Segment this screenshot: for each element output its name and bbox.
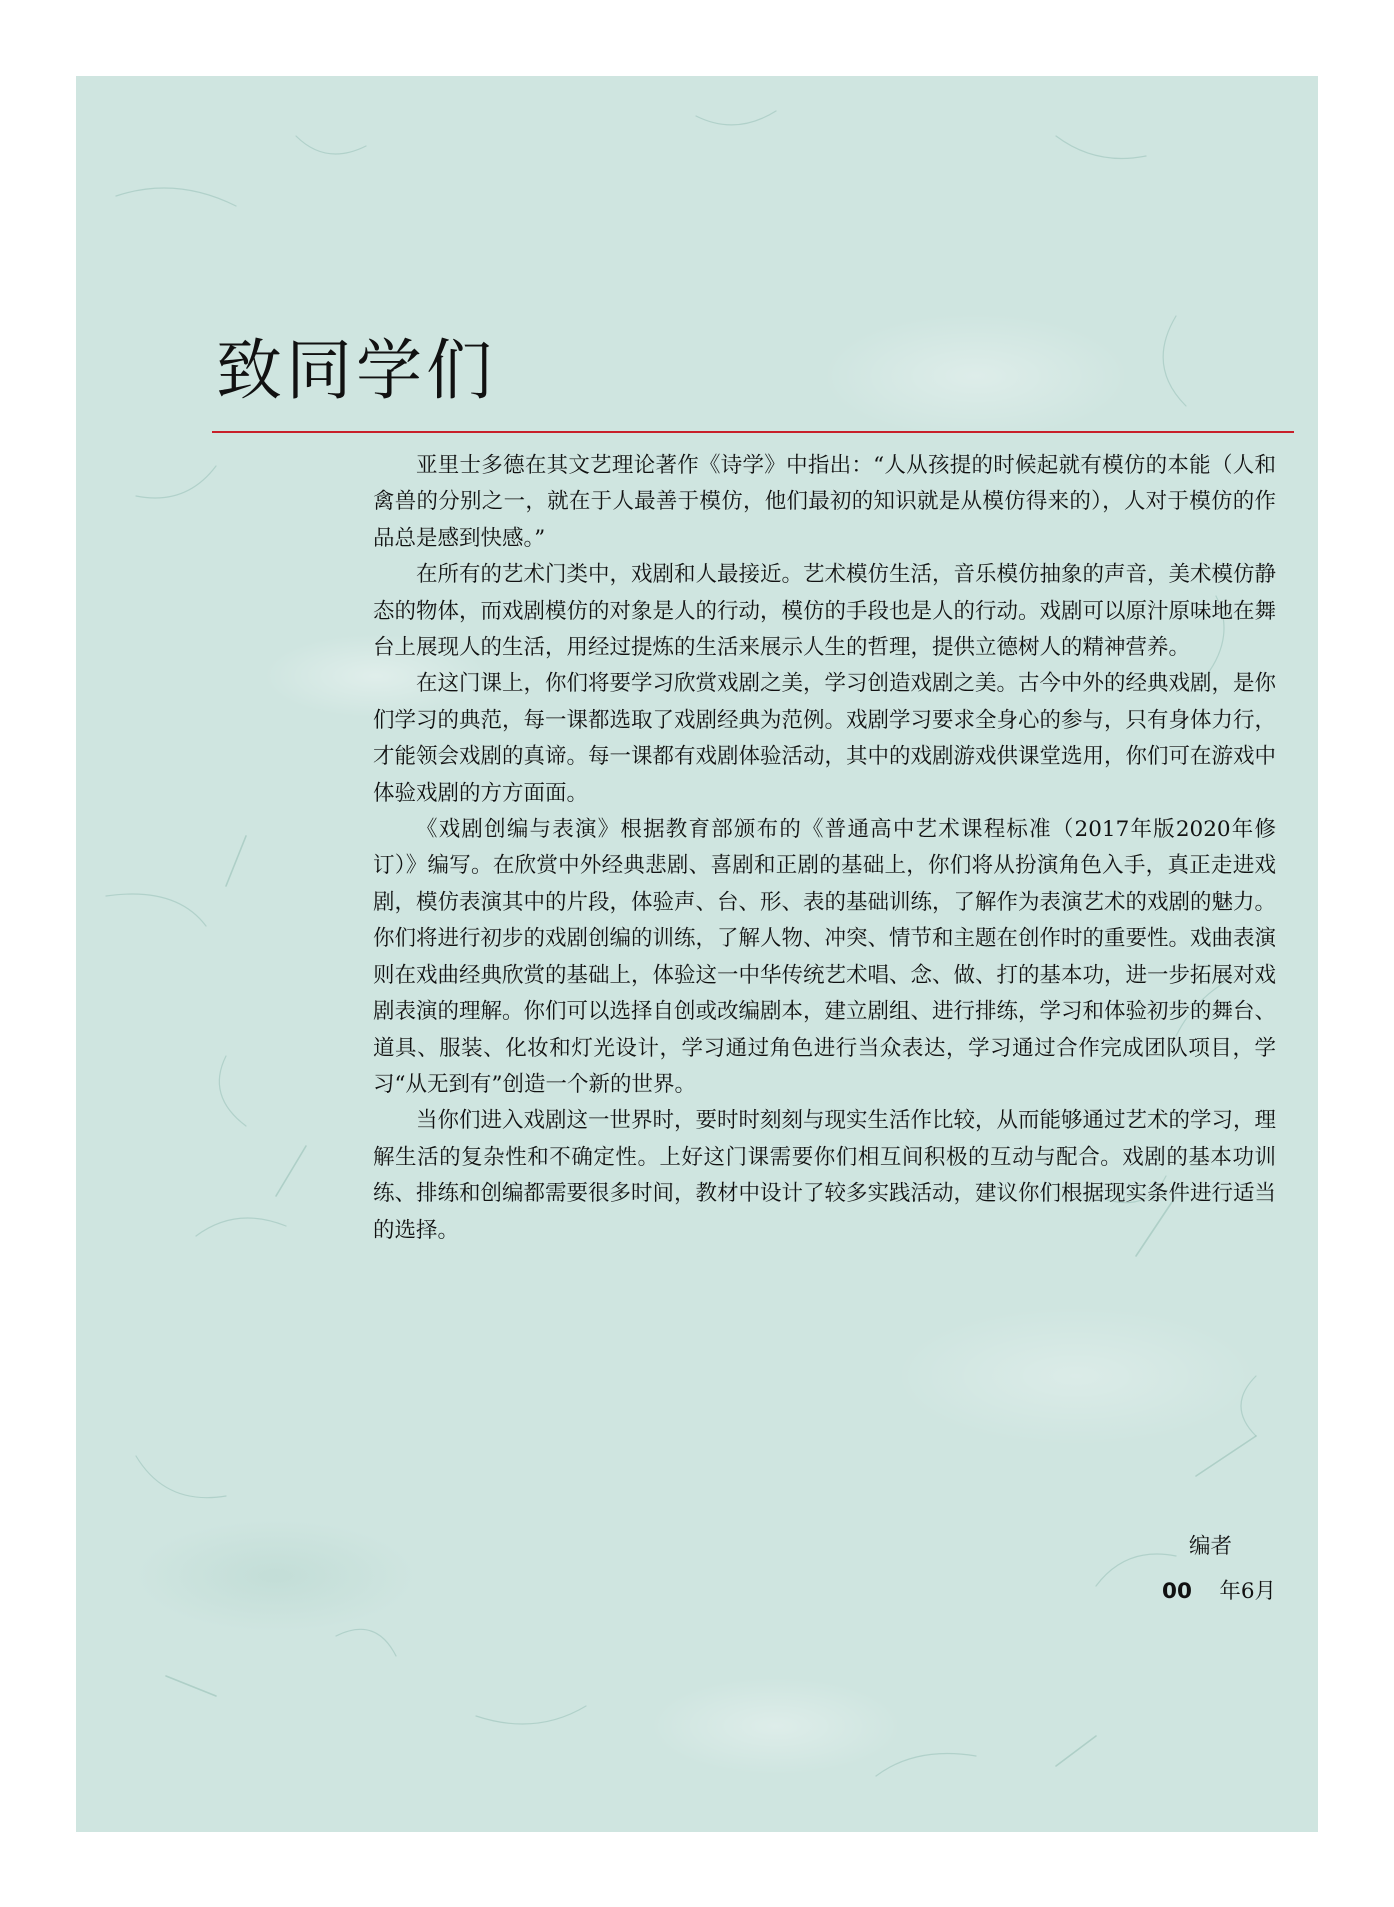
signature-date bbox=[976, 1569, 1276, 1614]
page-title: 致同学们 bbox=[216, 332, 496, 409]
body-text bbox=[373, 448, 1276, 1249]
paragraph: 在这门课上，你们将要学习欣赏戏剧之美，学习创造戏剧之美。古今中外的经典戏剧，是你们学习的典范，每一课都选取了戏剧经典为范例。戏剧学习要求全身心的参与，只有身体力行，才能领会戏剧的真谛。每一课都有戏剧体验活动，其中的戏剧游戏供课堂选用，你们可在游戏中体验戏剧的方方面面。 bbox=[373, 671, 1277, 806]
title-underline bbox=[212, 431, 1294, 433]
signature-author: 编者 bbox=[1188, 1534, 1232, 1559]
page-paper bbox=[76, 76, 1318, 1832]
paragraph: 《戏剧创编与表演》根据教育部颁布的《普通高中艺术课程标准（2017年版2020年修订）》编写。在欣赏中外经典悲剧、喜剧和正剧的基础上，你们将从扮演角色入手，真正走进戏剧，模仿表演其中的片段，体验声、台、形、表的基础训练，了解作为表演艺术的戏剧的魅力。你们将进行初步的戏剧创编的训练，了解人物、冲突、情节和主题在创作时的重要性。戏曲表演则在戏曲经典欣赏的基础上，体验这一中华传统艺术唱、念、做、打的基本功，进一步拓展对戏剧表演的理解。你们可以选择自创或改编剧本，建立剧组、进行排练，学习和体验初步的舞台、道具、服装、化妆和灯光设计，学习通过角色进行当众表达，学习通过合作完成团队项目，学习“从无到有”创造一个新的世界。 bbox=[373, 817, 1277, 1097]
paragraph: 亚里士多德在其文艺理论著作《诗学》中指出：“人从孩提的时候起就有模仿的本能（人和禽兽的分别之一，就在于人最善于模仿，他们最初的知识就是从模仿得来的），人对于模仿的作品总是感到快感。” bbox=[373, 453, 1276, 551]
paragraph: 在所有的艺术门类中，戏剧和人最接近。艺术模仿生活，音乐模仿抽象的声音，美术模仿静态的物体，而戏剧模仿的对象是人的行动，模仿的手段也是人的行动。戏剧可以原汁原味地在舞台上展现人的生活，用经过提炼的生活来展示人生的哲理，提供立德树人的精神营养。 bbox=[373, 562, 1277, 661]
signature-month: 年6月 bbox=[1219, 1579, 1276, 1604]
signature-block bbox=[976, 1524, 1276, 1614]
signature-year: 00 bbox=[1162, 1579, 1192, 1604]
paragraph: 当你们进入戏剧这一世界时，要时时刻刻与现实生活作比较，从而能够通过艺术的学习，理解生活的复杂性和不确定性。上好这门课需要你们相互间积极的互动与配合。戏剧的基本功训练、排练和创编都需要很多时间，教材中设计了较多实践活动，建议你们根据现实条件进行适当的选择。 bbox=[373, 1108, 1277, 1243]
